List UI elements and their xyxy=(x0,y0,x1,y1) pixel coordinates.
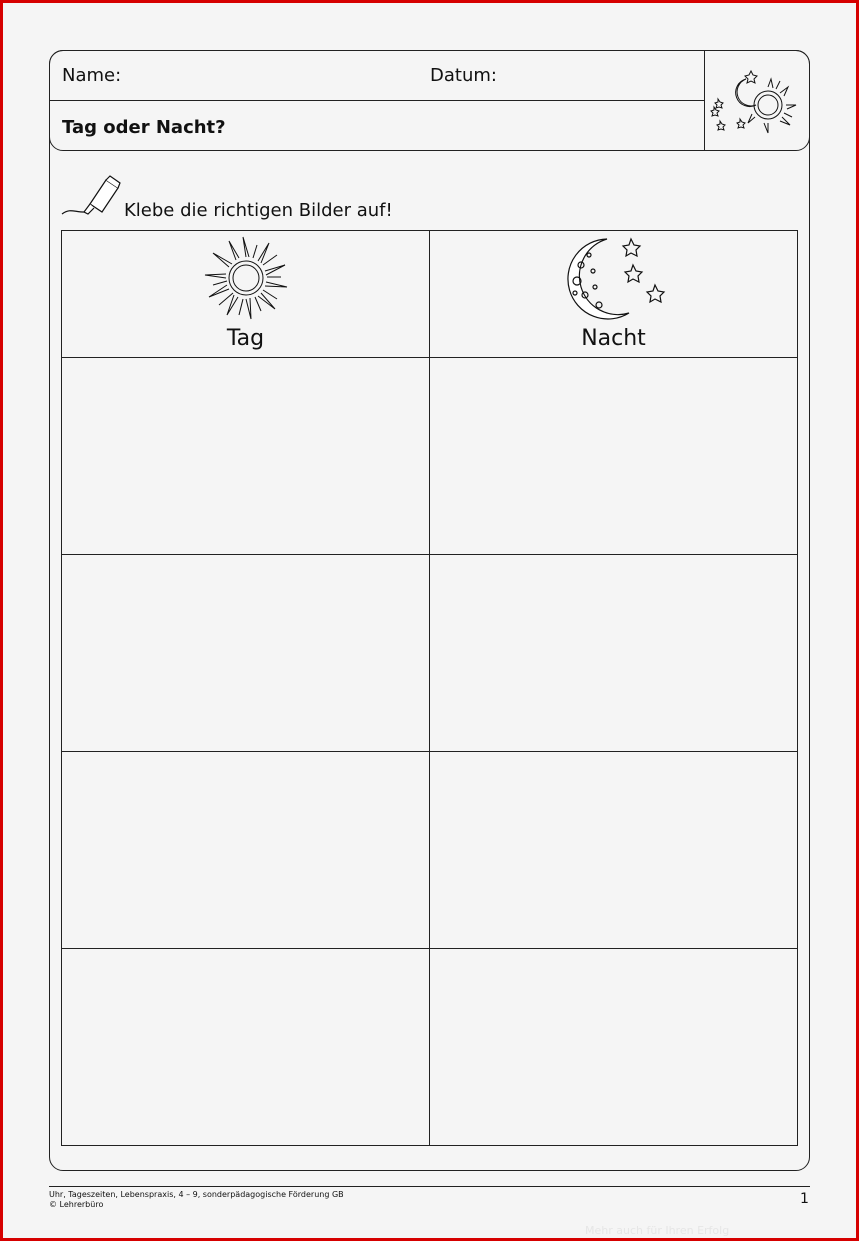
sun-moon-stars-icon xyxy=(710,59,802,143)
watermark: Mehr auch für Ihren Erfolg xyxy=(585,1224,730,1237)
footer-copyright: © Lehrerbüro xyxy=(49,1200,104,1209)
table-row xyxy=(62,555,798,752)
night-paste-cell[interactable] xyxy=(430,555,798,752)
table-row xyxy=(62,949,798,1146)
name-label: Name: xyxy=(62,65,122,86)
day-paste-cell[interactable] xyxy=(62,555,430,752)
header-divider xyxy=(704,51,705,150)
page-number: 1 xyxy=(800,1191,809,1207)
table-row xyxy=(62,358,798,555)
column-day-header xyxy=(62,231,430,358)
table-row xyxy=(62,752,798,949)
column-night-label: Nacht xyxy=(581,326,646,351)
worksheet-title: Tag oder Nacht? xyxy=(62,117,226,138)
table-header-row xyxy=(62,231,798,358)
column-night-header xyxy=(430,231,798,358)
sort-table xyxy=(61,230,798,1146)
sun-icon xyxy=(203,235,289,321)
day-paste-cell[interactable] xyxy=(62,949,430,1146)
footer-credits xyxy=(49,1190,344,1210)
day-paste-cell[interactable] xyxy=(62,358,430,555)
footer-source: Uhr, Tageszeiten, Lebenspraxis, 4 – 9, sonderpädagogische Förderung GB xyxy=(49,1190,344,1199)
moon-stars-icon xyxy=(559,235,669,321)
footer-divider xyxy=(49,1186,810,1187)
date-label: Datum: xyxy=(430,65,497,86)
instruction-text: Klebe die richtigen Bilder auf! xyxy=(124,200,393,221)
worksheet-header xyxy=(49,50,810,151)
night-paste-cell[interactable] xyxy=(430,358,798,555)
column-day-label: Tag xyxy=(226,326,265,351)
night-paste-cell[interactable] xyxy=(430,949,798,1146)
night-paste-cell[interactable] xyxy=(430,752,798,949)
header-row-name-date xyxy=(50,51,704,101)
glue-bottle-icon xyxy=(60,174,122,220)
day-paste-cell[interactable] xyxy=(62,752,430,949)
